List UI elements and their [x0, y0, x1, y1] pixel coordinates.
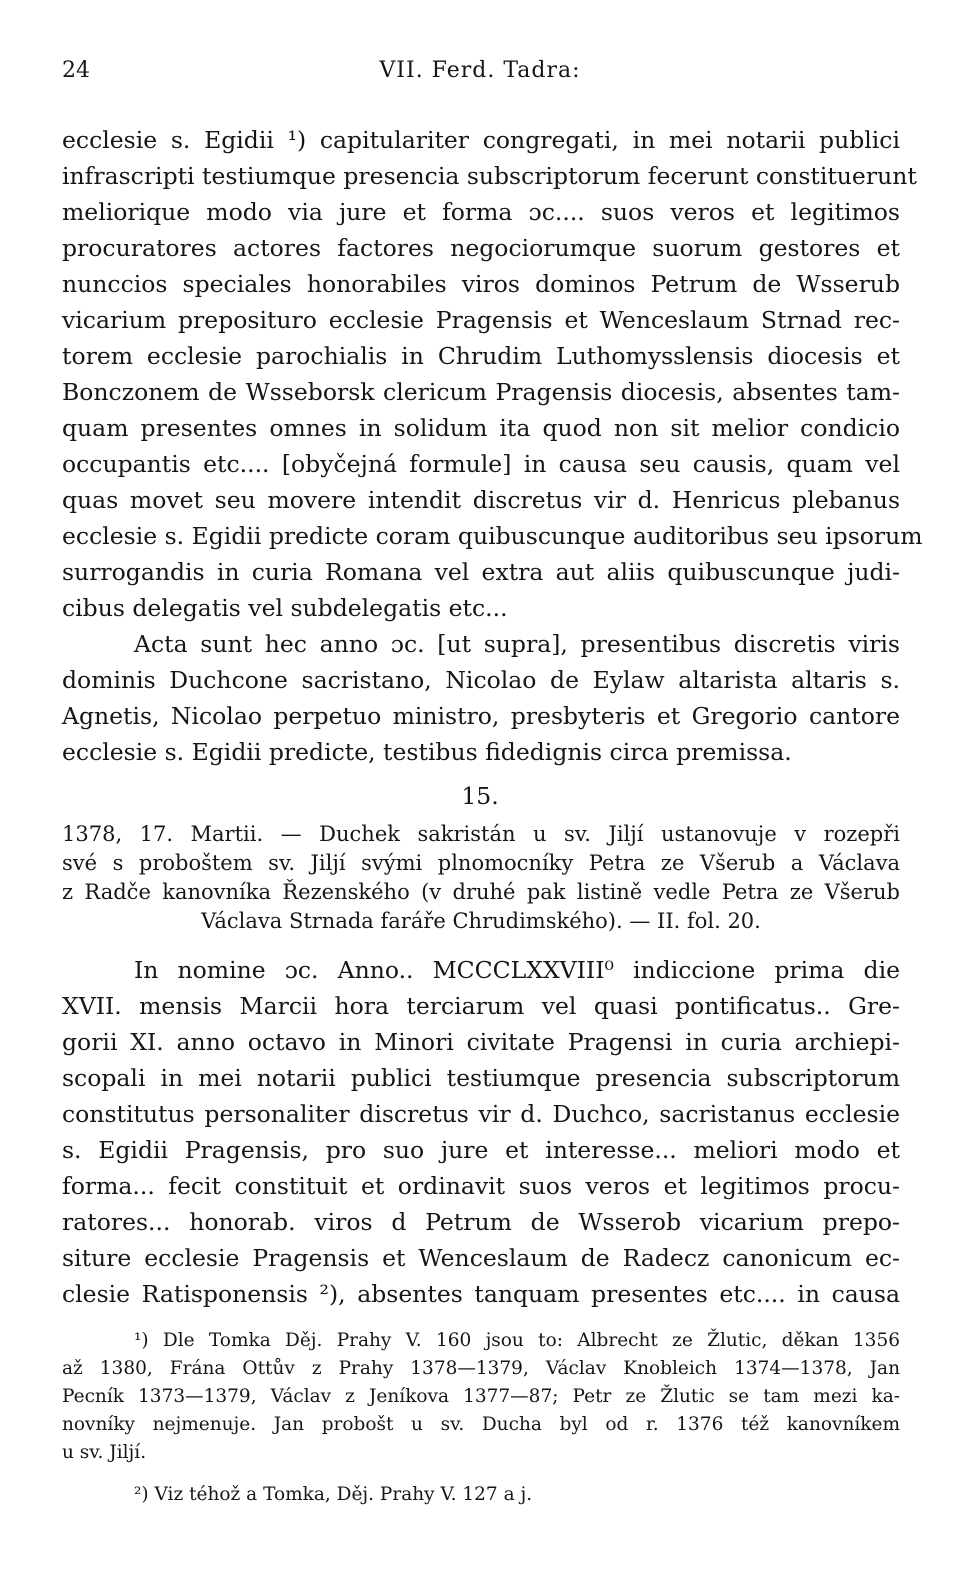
footnote-line: Pecník 1373—1379, Václav z Jeníkova 1377—87; Petr ze Žlutic se tam mezi ka- — [62, 1386, 900, 1407]
regest-line: Václava Strnada faráře Chrudimského). — II. fol. 20. — [201, 909, 761, 933]
regest-line: z Radče kanovníka Řezenského (v druhé pak listině vedle Petra ze Všerub — [62, 880, 900, 904]
document-number: 15. — [461, 782, 499, 810]
text-line: dominis Duchcone sacristano, Nicolao de Eylaw altarista altaris s. — [62, 666, 900, 694]
text-line: clesie Ratisponensis ²), absentes tanquam presentes etc.... in causa — [62, 1280, 900, 1308]
text-line: gorii XI. anno octavo in Minori civitate Pragensi in curia archiepi- — [62, 1028, 900, 1056]
text-line: cibus delegatis vel subdelegatis etc... — [62, 594, 508, 622]
text-line: Acta sunt hec anno ɔc. [ut supra], presentibus discretis viris — [134, 630, 900, 658]
document-text — [62, 952, 900, 1312]
continuation-text — [62, 122, 923, 770]
text-line: meliorique modo via jure et forma ɔc.... suos veros et legitimos — [62, 198, 900, 226]
text-line: occupantis etc.... [obyčejná formule] in causa seu causis, quam vel — [62, 450, 900, 478]
text-line: scopali in mei notarii publici testiumque presencia subscriptorum — [62, 1064, 900, 1092]
text-line: s. Egidii Pragensis, pro suo jure et interesse... meliori modo et — [62, 1136, 900, 1164]
text-line: torem ecclesie parochialis in Chrudim Luthomysslensis diocesis et — [62, 342, 900, 370]
footnote-line: u sv. Jiljí. — [62, 1442, 147, 1463]
footnote-line: až 1380, Frána Ottův z Prahy 1378—1379, Václav Knobleich 1374—1378, Jan — [62, 1358, 900, 1379]
text-line: ecclesie s. Egidii ¹) capitulariter congregati, in mei notarii publici — [62, 126, 900, 154]
text-line: quam presentes omnes in solidum ita quod non sit melior condicio — [62, 414, 900, 442]
text-line: forma... fecit constituit et ordinavit suos veros et legitimos procu- — [62, 1172, 900, 1200]
text-line: XVII. mensis Marcii hora terciarum vel quasi pontificatus.. Gre- — [62, 992, 900, 1020]
text-line: infrascripti testiumque presencia subscriptorum fecerunt constituerunt — [62, 162, 917, 190]
text-line: Bonczonem de Wsseborsk clericum Pragensis diocesis, absentes tam- — [62, 378, 900, 406]
text-line: surrogandis in curia Romana vel extra aut aliis quibuscunque judi- — [62, 558, 900, 586]
footnote-line: novníky nejmenuje. Jan probošt u sv. Ducha byl od r. 1376 též kanovníkem — [62, 1414, 900, 1435]
regest-line: své s proboštem sv. Jiljí svými plnomocníky Petra ze Všerub a Václava — [62, 851, 900, 875]
footnote-line: ²) Viz téhož a Tomka, Děj. Prahy V. 127 a j. — [134, 1484, 533, 1505]
regest-line: 1378, 17. Martii. — Duchek sakristán u sv. Jiljí ustanovuje v rozepři — [62, 822, 900, 846]
text-line: procuratores actores factores negociorumque suorum gestores et — [62, 234, 900, 262]
footnotes — [62, 1327, 900, 1509]
text-line: constitutus personaliter discretus vir d. Duchco, sacristanus ecclesie — [62, 1100, 900, 1128]
text-line: ecclesie s. Egidii predicte coram quibuscunque auditoribus seu ipsorum — [62, 522, 923, 550]
text-line: vicarium preposituro ecclesie Pragensis et Wenceslaum Strnad rec- — [62, 306, 900, 334]
text-line: Agnetis, Nicolao perpetuo ministro, presbyteris et Gregorio cantore — [62, 702, 900, 730]
text-line: ratores... honorab. viros d Petrum de Wsserob vicarium prepo- — [62, 1208, 900, 1236]
text-line: siture ecclesie Pragensis et Wenceslaum de Radecz canonicum ec- — [62, 1244, 900, 1272]
running-title: VII. Ferd. Tadra: — [379, 58, 581, 83]
text-line: nunccios speciales honorabiles viros dominos Petrum de Wsserub — [62, 270, 900, 298]
footnote-line: ¹) Dle Tomka Děj. Prahy V. 160 jsou to: Albrecht ze Žlutic, děkan 1356 — [134, 1330, 900, 1351]
text-line: ecclesie s. Egidii predicte, testibus fidedignis circa premissa. — [62, 738, 792, 766]
text-line: In nomine ɔc. Anno.. MCCCLXXVIII⁰ indiccione prima die — [134, 956, 900, 984]
document-regest — [62, 820, 900, 936]
page-number: 24 — [62, 58, 90, 83]
text-line: quas movet seu movere intendit discretus vir d. Henricus plebanus — [62, 486, 900, 514]
page-header — [62, 58, 898, 98]
